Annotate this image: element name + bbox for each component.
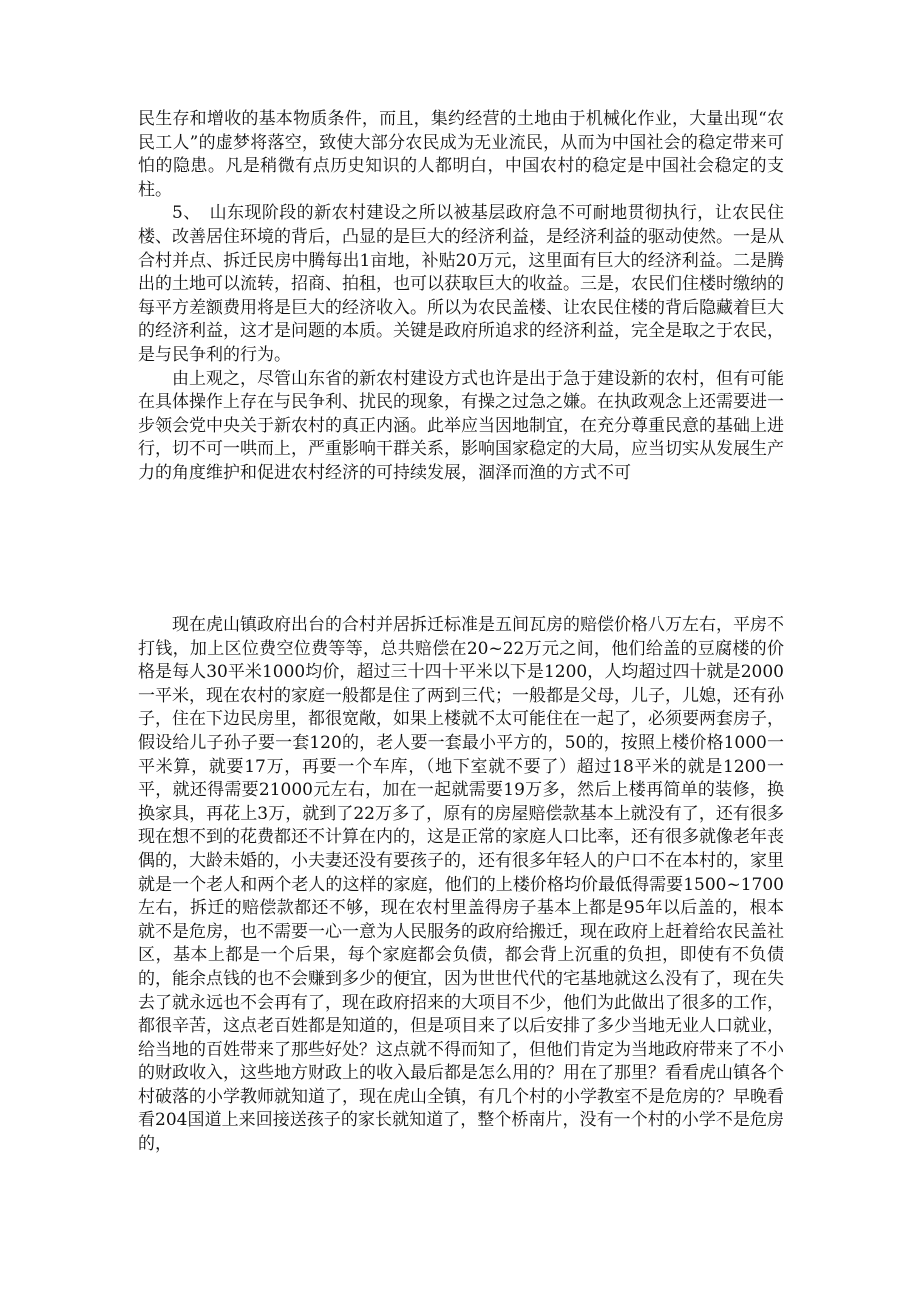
paragraph-demolition-standards: 现在虎山镇政府出台的合村并居拆迁标准是五间瓦房的赔偿价格八万左右，平房不打钱，加上区位费空位费等等，总共赔偿在20~22万元之间，他们给盖的豆腐楼的价格是每人30平米1000均价，超过三十四十平米以下是1200，人均超过四十就是2000一平米，现在农村的家庭一般都是住了两到三代；一般都是父母，儿子，儿媳，还有孙子，住在下边民房里，都很宽敞，如果上楼就不太可能住在一起了，必须要两套房子，假设给儿子孙子要一套120的，老人要一套最小平方的，50的，按照上楼价格1000一平米算，就要17万，再要一个车库，（地下室就不要了）超过18平米的就是1200一平，就还得需要21000元左右，加在一起就需要19万多，然后上楼再简单的装修，换换家具，再花上3万，就到了22万多了，原有的房屋赔偿款基本上就没有了，还有很多现在想不到的花费都还不计算在内的，这是正常的家庭人口比率，还有很多就像老年丧偶的，大龄未婚的，小夫妻还没有要孩子的，还有很多年轻人的户口不在本村的，家里就是一个老人和两个老人的这样的家庭，他们的上楼价格均价最低得需要1500~1700左右，拆迁的赔偿款都还不够，现在农村里盖得房子基本上都是95年以后盖的，根本就不是危房，也不需要一心一意为人民服务的政府给搬迁，现在政府上赶着给农民盖社区，基本上都是一个后果，每个家庭都会负债，都会背上沉重的负担，即使有不负债的，能余点钱的也不会赚到多少的便宜，因为世世代代的宅基地就这么没有了，现在失去了就永远也不会再有了，现在政府招来的大项目不少，他们为此做出了很多的工作，都很辛苦，这点老百姓都是知道的，但是项目来了以后安排了多少当地无业人口就业，给当地的百姓带来了那些好处？这点就不得而知了，但他们肯定为当地政府带来了不小的财政收入，这些地方财政上的收入最后都是怎么用的？用在了那里？看看虎山镇各个村破落的小学教师就知道了，现在虎山全镇，有几个村的小学教室不是危房的？早晚看看204国道上来回接送孩子的家长就知道了，整个桥南片，没有一个村的小学不是危房的， [138,615,784,1155]
paragraph-conclusion: 由上观之，尽管山东省的新农村建设方式也许是出于急于建设新的农村，但有可能在具体操作上存在与民争利、扰民的现象，有操之过急之嫌。在执政观念上还需要进一步领会党中央关于新农村的真正内涵。此举应当因地制宜，在充分尊重民意的基础上进行，切不可一哄而上，严重影响干群关系，影响国家稳定的大局，应当切实从发展生产力的角度维护和促进农村经济的可持续发展，涸泽而渔的方式不可 [138,368,784,483]
text-section-1 [138,108,784,486]
paragraph-rural-stability: 民生存和增收的基本物质条件，而且，集约经营的土地由于机械化作业，大量出现“农民工人”的虚梦将落空，致使大部分农民成为无业流民，从而为中国社会的稳定带来可怕的隐患。凡是稍微有点历史知识的人都明白，中国农村的稳定是中国社会稳定的支柱。 [138,109,784,200]
text-section-2 [138,614,784,1157]
paragraph-point-5: 5、 山东现阶段的新农村建设之所以被基层政府急不可耐地贯彻执行，让农民住楼、改善居住环境的背后，凸显的是巨大的经济利益，是经济利益的驱动使然。一是从合村并点、拆迁民房中腾每出1亩地，补贴20万元，这里面有巨大的经济利益。二是腾出的土地可以流转，招商、拍租，也可以获取巨大的收益。三是，农民们住楼时缴纳的每平方差额费用将是巨大的经济收入。所以为农民盖楼、让农民住楼的背后隐藏着巨大的经济利益，这才是问题的本质。关键是政府所追求的经济利益，完全是取之于农民，是与民争利的行为。 [138,203,784,365]
